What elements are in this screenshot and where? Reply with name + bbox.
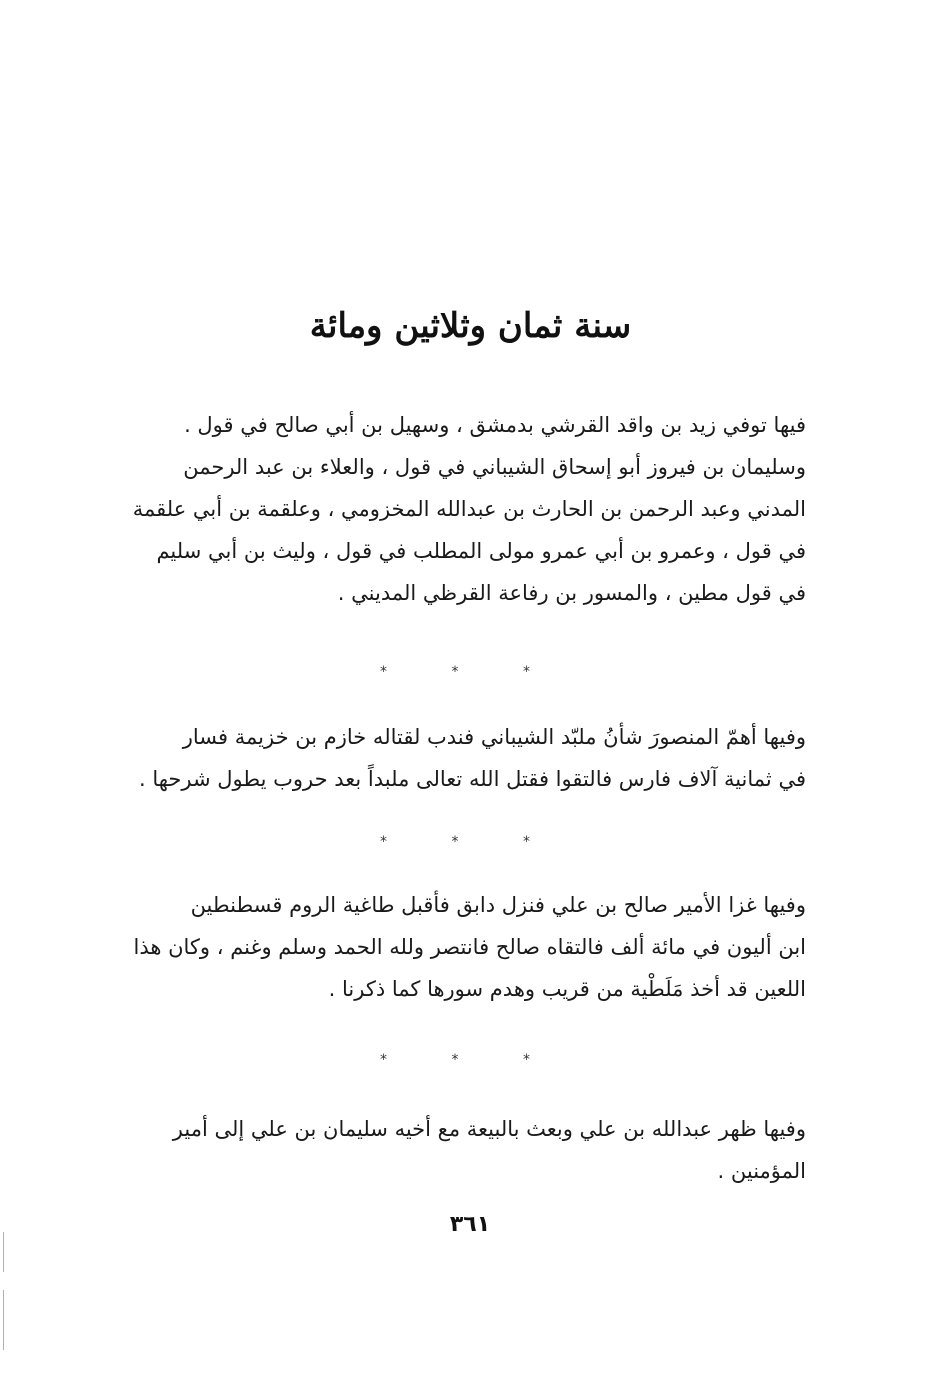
chapter-heading: سنة ثمان وثلاثين ومائة	[309, 306, 632, 346]
text-line: وسليمان بن فيروز أبو إسحاق الشيباني في قول ، والعلاء بن عبد الرحمن	[183, 455, 806, 479]
margin-scan-mark	[3, 1232, 4, 1272]
text-line: في قول ، وعمرو بن أبي عمرو مولى المطلب في قول ، وليث بن أبي سليم	[156, 539, 806, 563]
text-line: في ثمانية آلاف فارس فالتقوا فقتل الله تعالى ملبداً بعد حروب يطول شرحها .	[138, 767, 806, 791]
text-line: المدني وعبد الرحمن بن الحارث بن عبدالله المخزومي ، وعلقمة بن أبي علقمة	[132, 497, 806, 521]
page-number: ٣٦١	[449, 1212, 491, 1237]
text-line: ابن أليون في مائة ألف فالتقاه صالح فانتصر ولله الحمد وسلم وغنم ، وكان هذا	[133, 935, 806, 959]
margin-scan-mark	[3, 1290, 4, 1350]
section-separator: * * *	[380, 834, 560, 850]
section-separator: * * *	[380, 664, 560, 680]
section-separator: * * *	[380, 1052, 560, 1068]
text-line: وفيها أهمّ المنصورَ شأنُ ملبّد الشيباني فندب لقتاله خازم بن خزيمة فسار	[182, 725, 806, 749]
text-line: وفيها ظهر عبدالله بن علي وبعث بالبيعة مع أخيه سليمان بن علي إلى أمير	[172, 1117, 806, 1141]
text-line: فيها توفي زيد بن واقد القرشي بدمشق ، وسهيل بن أبي صالح في قول .	[184, 413, 806, 437]
paragraph-salih	[133, 884, 806, 1010]
text-line: المؤمنين .	[717, 1159, 806, 1183]
paragraph-mansur	[138, 716, 806, 800]
paragraph-abdallah	[142, 1108, 806, 1192]
text-line: في قول مطين ، والمسور بن رفاعة القرظي المديني .	[337, 581, 806, 605]
paragraph-deaths	[132, 404, 806, 614]
text-line: اللعين قد أخذ مَلَطْية من قريب وهدم سورها كما ذكرنا .	[328, 977, 806, 1001]
text-line: وفيها غزا الأمير صالح بن علي فنزل دابق فأقبل طاغية الروم قسطنطين	[190, 893, 806, 917]
